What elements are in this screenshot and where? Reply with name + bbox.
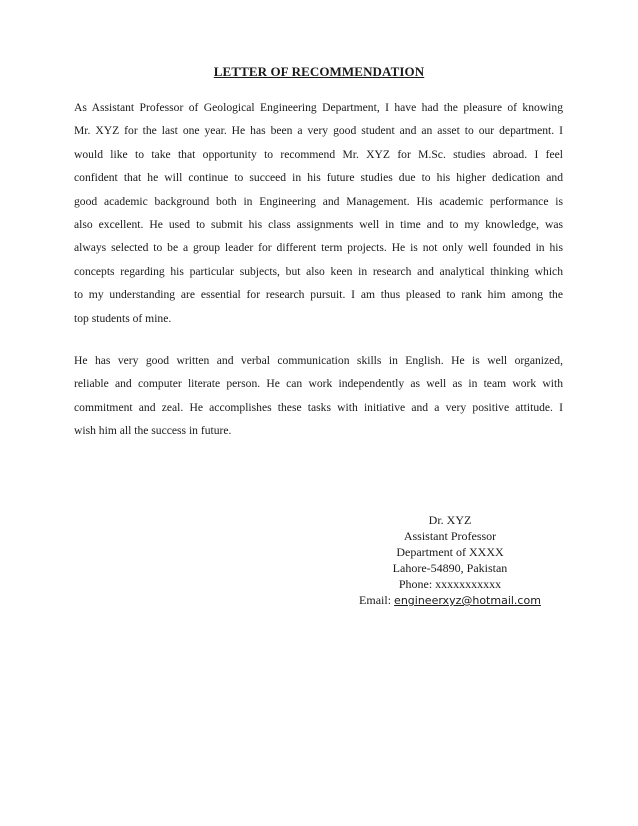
paragraph-line: concepts regarding his particular subjects, but also keen in research and analytical thinking which [74, 264, 563, 278]
paragraph-line: also excellent. He used to submit his class assignments well in time and to my knowledge, was [74, 218, 563, 232]
paragraph-line: commitment and zeal. He accomplishes these tasks with initiative and a very positive attitude. I [74, 400, 563, 414]
signer-position: Assistant Professor [403, 529, 497, 543]
paragraph-line: top students of mine. [74, 311, 172, 325]
signer-department: Department of XXXX [396, 545, 504, 559]
paragraph-line: Mr. XYZ for the last one year. He has been a very good student and an asset to our department. I [74, 124, 563, 138]
signer-phone: Phone: xxxxxxxxxxx [398, 577, 502, 591]
letter-title: LETTER OF RECOMMENDATION [213, 64, 425, 79]
signer-address: Lahore-54890, Pakistan [392, 561, 508, 575]
paragraph-line: always selected to be a group leader for different term projects. He is not only well founded in his [74, 241, 563, 255]
paragraph-line: wish him all the success in future. [74, 424, 232, 438]
paragraph-line: would like to take that opportunity to recommend Mr. XYZ for M.Sc. studies abroad. I feel [74, 147, 563, 161]
paragraph-line: As Assistant Professor of Geological Engineering Department, I have had the pleasure of knowing [74, 101, 563, 114]
body-paragraph-1 [74, 96, 563, 330]
paragraph-line: reliable and computer literate person. He can work independently as well as in team work with [74, 377, 563, 391]
email-label: Email: [359, 593, 395, 607]
paragraph-line: He has very good written and verbal communication skills in English. He is well organized, [74, 354, 563, 367]
signer-name: Dr. XYZ [428, 513, 472, 527]
email-link[interactable]: engineerxyz@hotmail.com [394, 594, 541, 607]
paragraph-line: good academic background both in Engineering and Management. His academic performance is [74, 194, 563, 208]
signer-email-row [320, 592, 580, 609]
paragraph-line: confident that he will continue to succeed in his future studies due to his higher dedication and [74, 171, 563, 185]
paragraph-line: to my understanding are essential for research pursuit. I am thus pleased to rank him among the [74, 288, 563, 302]
signature-block [320, 512, 580, 609]
body-paragraph-2 [74, 349, 563, 443]
